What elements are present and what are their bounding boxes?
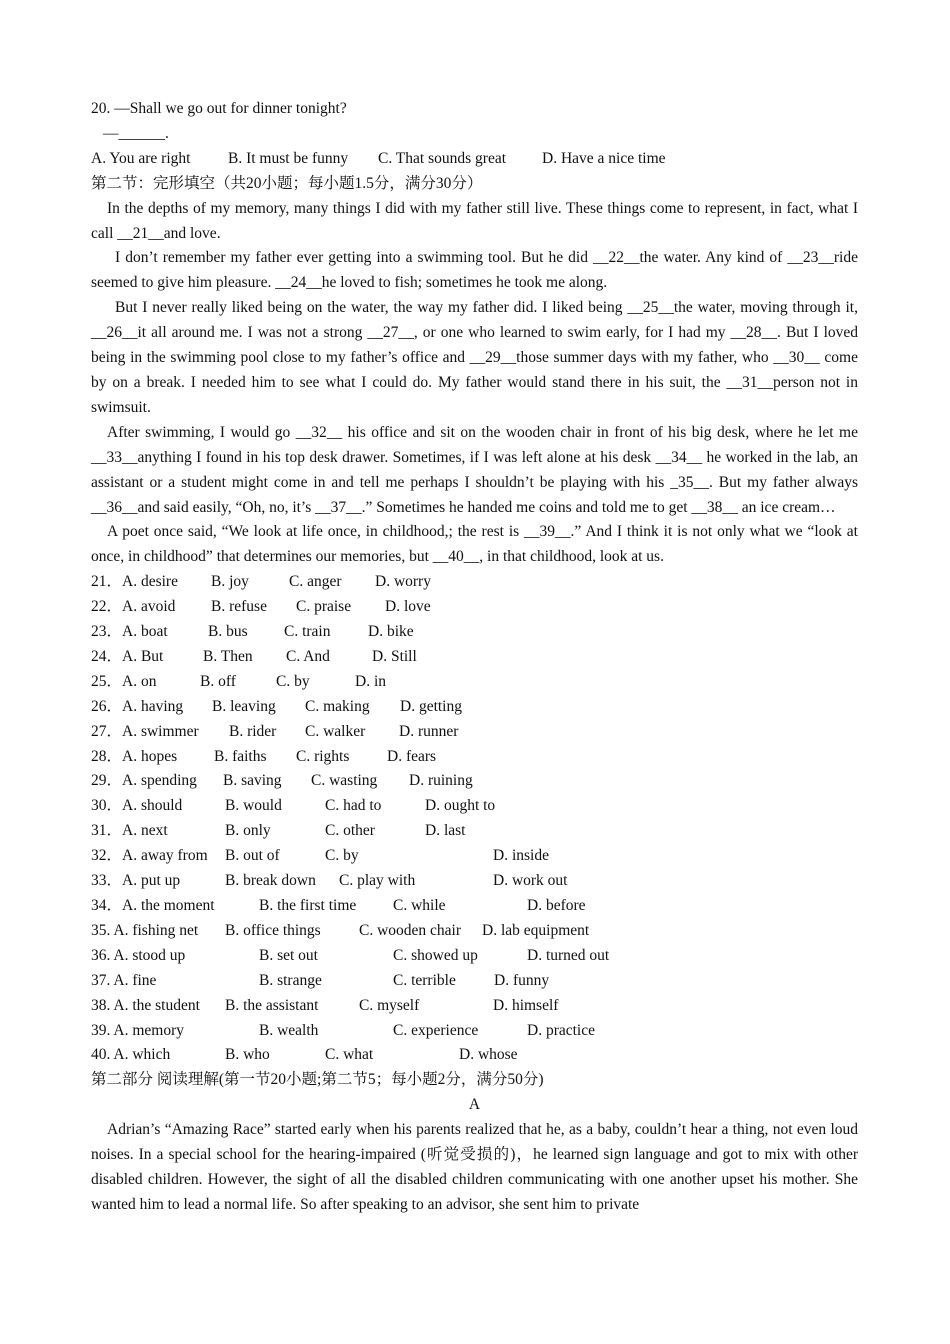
cloze-option: D. in	[355, 672, 386, 690]
cloze-options-row	[91, 620, 858, 645]
cloze-option: D. turned out	[527, 946, 610, 964]
cloze-option: 40. A. which	[91, 1046, 171, 1064]
cloze-options-row	[91, 695, 858, 720]
cloze-option: D. Still	[372, 647, 417, 665]
cloze-option: 22．A. avoid	[91, 598, 176, 616]
cloze-option: 34．A. the moment	[91, 897, 215, 914]
cloze-option: C. by	[325, 847, 359, 865]
cloze-option: D. fears	[387, 747, 437, 765]
cloze-option: D. getting	[400, 697, 462, 715]
cloze-option: B. rider	[229, 722, 277, 740]
cloze-option: 21．A. desire	[91, 573, 178, 591]
cloze-option: B. Then	[203, 647, 253, 665]
cloze-option: 26．A. having	[91, 697, 184, 715]
cloze-options-row	[91, 769, 858, 794]
cloze-option: D. before	[527, 897, 586, 914]
cloze-option: B. out of	[225, 847, 280, 865]
cloze-option: 33．A. put up	[91, 872, 181, 890]
cloze-option: D. funny	[494, 971, 550, 989]
cloze-option: C. showed up	[393, 946, 478, 964]
option-a: A. You are right	[91, 149, 191, 167]
cloze-option: C. what	[325, 1046, 374, 1064]
cloze-option: C. wooden chair	[359, 921, 462, 939]
cloze-option: C. other	[325, 822, 375, 840]
cloze-options-row	[91, 894, 858, 919]
cloze-option: C. myself	[359, 996, 420, 1014]
cloze-options-row	[91, 844, 858, 869]
cloze-option: 23．A. boat	[91, 623, 168, 641]
cloze-option: C. train	[284, 623, 331, 641]
cloze-option: 30．A. should	[91, 797, 183, 815]
cloze-option: B. set out	[259, 946, 318, 964]
passage-a-paragraph: Adrian’s “Amazing Race” started early when his parents realized that he, as a baby, couldn’t hear a thing, not even loud noises. In a special school for the hearing-impaired (听觉受损的)，he learned sign language and got to mix with other disabled children. However, the sight of all the disabled children communicating with one another upset his mother. She wanted him to lead a normal life. So after speaking to an advisor, she sent him to private	[91, 1121, 858, 1213]
cloze-option: B. joy	[211, 573, 249, 591]
cloze-option: 28．A. hopes	[91, 747, 178, 765]
cloze-options-row	[91, 794, 858, 819]
cloze-options-row	[91, 869, 858, 894]
cloze-options-row	[91, 645, 858, 670]
cloze-option: B. off	[200, 672, 236, 690]
cloze-options-row	[91, 1043, 858, 1068]
cloze-option: B. faiths	[214, 747, 267, 765]
option-b: B. It must be funny	[228, 149, 349, 167]
cloze-option: 35. A. fishing net	[91, 921, 199, 939]
cloze-option: D. bike	[368, 623, 414, 641]
passage-label: A	[468, 1096, 481, 1114]
cloze-options-row	[91, 595, 858, 620]
cloze-option: B. bus	[208, 623, 248, 641]
cloze-option: B. only	[225, 822, 271, 840]
cloze-option: 24．A. But	[91, 647, 164, 665]
cloze-options-row	[91, 969, 858, 994]
option-c: C. That sounds great	[378, 149, 507, 167]
cloze-paragraph-5: A poet once said, “We look at life once, in childhood,; the rest is __39__.” And I think it is not only what we “look at once, in childhood” that determines our memories, but __40__, in that childhood, look at us.	[91, 523, 858, 566]
cloze-option: B. the assistant	[225, 996, 319, 1014]
cloze-option: 37. A. fine	[91, 971, 157, 989]
cloze-paragraph-1: In the depths of my memory, many things I did with my father still live. These things come to represent, in fact, what I call __21__and love.	[91, 199, 858, 242]
cloze-option: B. leaving	[212, 697, 276, 715]
cloze-option: C. rights	[296, 747, 350, 765]
cloze-option: D. love	[385, 598, 431, 616]
option-d: D. Have a nice time	[542, 149, 666, 167]
answer-blank-20: —______.	[103, 124, 169, 142]
cloze-paragraph-4: After swimming, I would go __32__ his office and sit on the wooden chair in front of his big desk, where he let me __33__anything I found in his top desk drawer. Sometimes, if I was left alone at his desk __34__ he worked in the lab, an assistant or a student might come in and tell me perhaps I shouldn’t be playing with his _35__. But my father always __36__and said easily, “Oh, no, it’s __37__.” Sometimes he handed me coins and told me to get __38__ an ice cream…	[91, 423, 858, 516]
cloze-option: D. himself	[493, 996, 559, 1014]
cloze-option: C. play with	[339, 872, 416, 890]
cloze-option: B. saving	[223, 772, 282, 790]
cloze-option: 36. A. stood up	[91, 946, 186, 964]
part2-heading: 第二部分 阅读理解(第一节20小题;第二节5；每小题2分，满分50分)	[91, 1071, 544, 1089]
cloze-option: B. office things	[225, 921, 321, 939]
cloze-option: 27．A. swimmer	[91, 722, 199, 740]
cloze-option: D. work out	[493, 872, 568, 890]
cloze-option: C. making	[305, 697, 370, 715]
cloze-option: D. worry	[375, 573, 431, 591]
cloze-option: D. inside	[493, 847, 549, 865]
cloze-option: C. And	[286, 647, 330, 665]
cloze-option: B. the first time	[259, 897, 357, 914]
cloze-options-row	[91, 994, 858, 1019]
cloze-option: D. ought to	[425, 797, 496, 815]
question-20: 20. —Shall we go out for dinner tonight?	[91, 100, 347, 117]
cloze-option: D. whose	[459, 1046, 518, 1064]
cloze-option: D. ruining	[409, 772, 473, 790]
cloze-options-row	[91, 670, 858, 695]
cloze-option: C. by	[276, 672, 310, 690]
cloze-option: 29．A. spending	[91, 772, 197, 790]
cloze-options-row	[91, 745, 858, 770]
cloze-options-row	[91, 919, 858, 944]
cloze-paragraph-3: But I never really liked being on the water, the way my father did. I liked being __25__the water, moving through it, __26__it all around me. I was not a strong __27__, or one who learned to swim early, for I had my __28__. But I loved being in the swimming pool close to my father’s office and __29__those summer days with my father, who __30__ come by on a break. I needed him to see what I could do. My father would stand there in his suit, the __31__person not in swimsuit.	[91, 299, 858, 416]
cloze-paragraph-2: I don’t remember my father ever getting into a swimming tool. But he did __22__the water. Any kind of __23__ride seemed to give him pleasure. __24__he loved to fish; sometimes he took me along.	[91, 249, 858, 292]
cloze-option: 25．A. on	[91, 672, 157, 690]
cloze-option: C. anger	[289, 573, 342, 591]
cloze-option: C. terrible	[393, 971, 456, 989]
cloze-option: C. praise	[296, 598, 352, 616]
cloze-option: B. break down	[225, 872, 316, 890]
cloze-option: B. would	[225, 797, 282, 815]
cloze-option: D. practice	[527, 1021, 595, 1039]
cloze-options-row	[91, 720, 858, 745]
cloze-option: D. last	[425, 822, 466, 840]
cloze-options-list	[91, 570, 858, 1068]
cloze-option: B. strange	[259, 971, 322, 989]
cloze-options-row	[91, 570, 858, 595]
cloze-option: B. refuse	[211, 598, 267, 616]
cloze-option: C. had to	[325, 797, 382, 815]
cloze-option: D. runner	[399, 722, 459, 740]
options-20	[91, 147, 858, 172]
cloze-option: 38. A. the student	[91, 996, 200, 1014]
cloze-option: D. lab equipment	[482, 921, 590, 939]
cloze-option: 32．A. away from	[91, 847, 208, 865]
cloze-option: B. wealth	[259, 1021, 319, 1039]
cloze-option: B. who	[225, 1046, 270, 1064]
exam-page	[91, 97, 858, 1218]
cloze-option: C. walker	[305, 722, 366, 740]
cloze-option: C. experience	[393, 1021, 479, 1039]
cloze-option: 31．A. next	[91, 822, 168, 840]
cloze-options-row	[91, 1019, 858, 1044]
cloze-option: C. while	[393, 897, 446, 914]
section2-heading: 第二节：完形填空（共20小题；每小题1.5分，满分30分）	[91, 174, 483, 192]
cloze-options-row	[91, 819, 858, 844]
cloze-option: 39. A. memory	[91, 1021, 184, 1039]
cloze-options-row	[91, 944, 858, 969]
cloze-option: C. wasting	[311, 772, 378, 790]
